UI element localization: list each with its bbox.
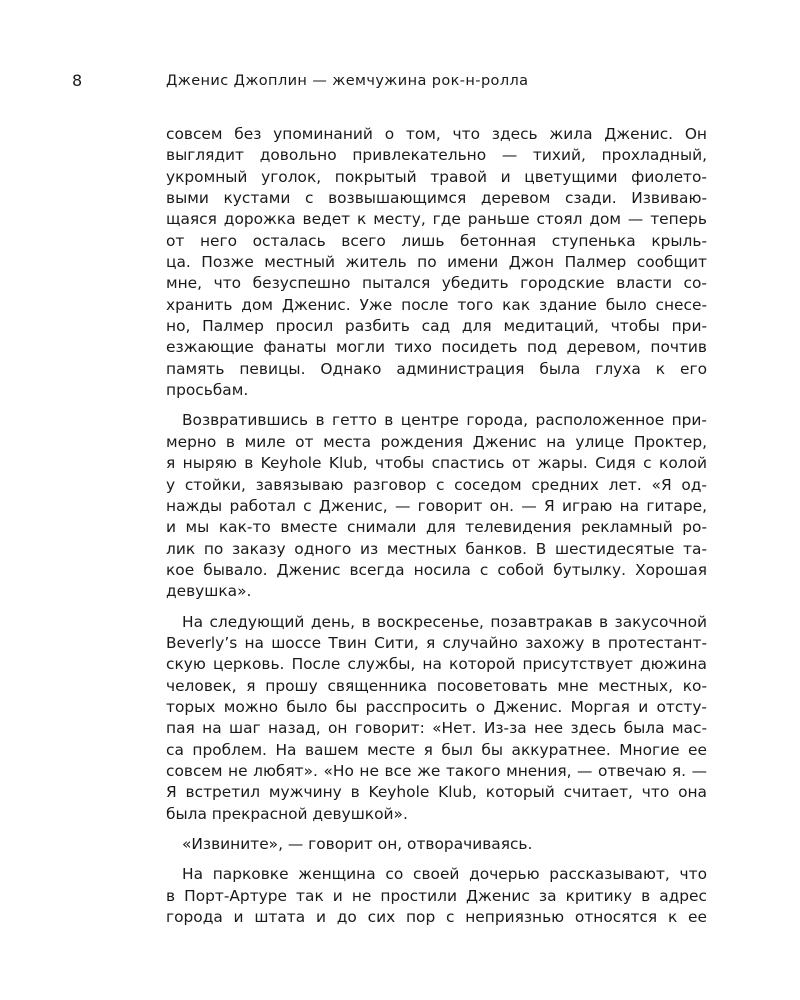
text-line: На следующий день, в воскресенье, позавтракав в закусочной bbox=[182, 612, 707, 631]
text-line: езжающие фанаты могли тихо посидеть под деревом, почтив bbox=[166, 338, 707, 357]
text-line: я ныряю в Keyhole Klub, чтобы спастись от жары. Сидя с колой bbox=[166, 454, 707, 473]
text-line: девушка». bbox=[166, 582, 252, 601]
text-line: торых можно было бы расспросить о Дженис. Моргая и отсту- bbox=[166, 697, 707, 716]
text-line: от него осталась всего лишь бетонная ступенька крыль- bbox=[166, 231, 707, 250]
paragraph-4 bbox=[166, 834, 707, 855]
text-line: просьбам. bbox=[166, 381, 249, 400]
text-line: была прекрасной девушкой». bbox=[166, 804, 408, 823]
text-line: мне, что безуспешно пытался убедить городские власти со- bbox=[166, 274, 707, 293]
text-line: мерно в миле от места рождения Дженис на улице Проктер, bbox=[166, 432, 707, 451]
text-line: ца. Позже местный житель по имени Джон Палмер сообщит bbox=[166, 253, 707, 272]
text-line: На парковке женщина со своей дочерью рассказывают, что bbox=[182, 865, 707, 884]
page-number: 8 bbox=[72, 71, 83, 90]
text-line: са проблем. На вашем месте я был бы аккуратнее. Многие ее bbox=[166, 740, 707, 759]
text-line: Возвратившись в гетто в центре города, расположенное при- bbox=[182, 411, 707, 430]
text-line: укромный уголок, покрытый травой и цветущими фиолето- bbox=[166, 167, 707, 186]
text-line: кое бывало. Дженис всегда носила с собой бутылку. Хорошая bbox=[166, 560, 707, 579]
text-line: Beverly’s на шоссе Твин Сити, я случайно захожу в протестант- bbox=[166, 633, 707, 652]
text-line: но, Палмер просил разбить сад для медитаций, чтобы при- bbox=[166, 317, 707, 336]
text-line: совсем не любят». «Но не все же такого мнения, — отвечаю я. — bbox=[166, 761, 707, 780]
text-line: человек, я прошу священника посоветовать мне местных, ко- bbox=[166, 676, 707, 695]
paragraph-1 bbox=[166, 124, 707, 401]
text-line: выми кустами с возвышающимся деревом сзади. Извиваю- bbox=[166, 189, 707, 208]
text-line: лик по заказу одного из местных банков. В шестидесятые та- bbox=[166, 539, 707, 558]
text-line: хранить дом Дженис. Уже после того как здание было снесе- bbox=[166, 295, 707, 314]
text-line: память певицы. Однако администрация была глуха к его bbox=[166, 359, 707, 378]
text-line: и мы как-то вместе снимали для телевидения рекламный ро- bbox=[166, 518, 707, 537]
body-text bbox=[166, 124, 707, 937]
text-line: пая на шаг назад, он говорит: «Нет. Из-за нее здесь была мас- bbox=[166, 719, 707, 738]
text-line: «Извините», — говорит он, отворачиваясь. bbox=[182, 835, 533, 853]
text-line: щаяся дорожка ведет к месту, где раньше стоял дом — теперь bbox=[166, 210, 707, 229]
text-line: города и штата и до сих пор с неприязнью относятся к ее bbox=[166, 908, 707, 927]
text-line: совсем без упоминаний о том, что здесь жила Дженис. Он bbox=[166, 125, 707, 143]
text-line: нажды работал с Дженис, — говорит он. — Я играю на гитаре, bbox=[166, 496, 707, 515]
text-line: у стойки, завязываю разговор с соседом средних лет. «Я од- bbox=[166, 475, 707, 494]
text-line: выглядит довольно привлекательно — тихий, прохладный, bbox=[166, 146, 707, 165]
text-line: Я встретил мужчину в Keyhole Klub, который считает, что она bbox=[166, 783, 707, 802]
text-line: в Порт-Артуре так и не простили Дженис за критику в адрес bbox=[166, 886, 707, 905]
paragraph-3 bbox=[166, 612, 707, 825]
text-line: скую церковь. После службы, на которой присутствует дюжина bbox=[166, 655, 707, 674]
paragraph-2 bbox=[166, 410, 707, 602]
running-header: Дженис Джоплин — жемчужина рок-н-ролла bbox=[166, 73, 529, 89]
paragraph-5 bbox=[166, 864, 707, 928]
